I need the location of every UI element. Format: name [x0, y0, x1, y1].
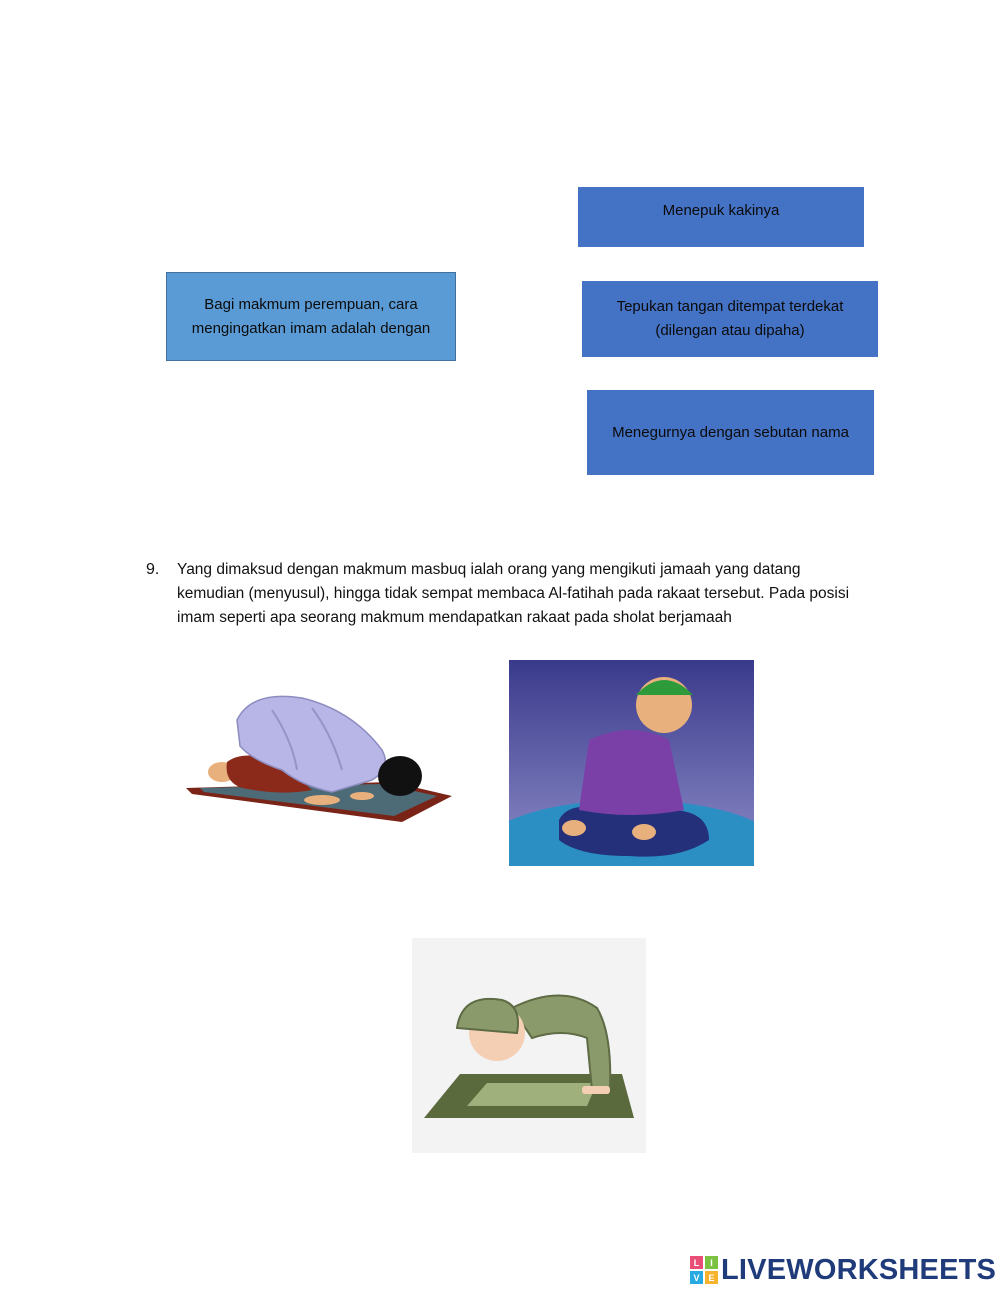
hand [304, 795, 340, 805]
answer-text-2: Tepukan tangan ditempat terdekat (dilengan atau dipaha) [616, 298, 844, 339]
hand [582, 1086, 610, 1094]
svg-text:L: L [693, 1258, 700, 1268]
svg-text:E: E [708, 1273, 715, 1283]
shirt [579, 730, 684, 815]
hand-left [562, 820, 586, 836]
svg-text:V: V [693, 1273, 700, 1283]
answer-box-2[interactable] [582, 281, 878, 357]
answer-text-3: Menegurnya dengan sebutan nama [612, 423, 849, 441]
hand-right [632, 824, 656, 840]
question-number: 9. [146, 561, 160, 578]
prompt-text: Bagi makmum perempuan, cara mengingatkan imam adalah dengan [191, 295, 431, 337]
background [412, 938, 646, 1153]
sujud-illustration[interactable] [182, 690, 454, 826]
prayer-mat-inner [467, 1083, 597, 1106]
question-text: Yang dimaksud dengan makmum masbuq ialah orang yang mengikuti jamaah yang datang kemudian (menyusul), hingga tidak sempat membaca Al-fatihah pada rakaat tersebut. Pada posisi imam seperti apa seorang makmum mendapatkan rakaat pada sholat berjamaah [177, 561, 850, 626]
answer-box-3[interactable] [587, 390, 874, 475]
logo-text: LIVEWORKSHEETS [721, 1253, 997, 1286]
liveworksheets-logo [690, 1254, 996, 1286]
hand-2 [350, 792, 374, 800]
svg-text:I: I [710, 1258, 713, 1268]
sitting-prayer-illustration[interactable] [509, 660, 754, 866]
liveworksheets-icon [690, 1256, 718, 1284]
answer-text-1: Menepuk kakinya [662, 202, 780, 219]
answer-box-1[interactable] [578, 187, 864, 247]
ruku-illustration[interactable] [412, 938, 646, 1153]
head-cap [378, 756, 422, 796]
prompt-box[interactable] [166, 272, 456, 361]
